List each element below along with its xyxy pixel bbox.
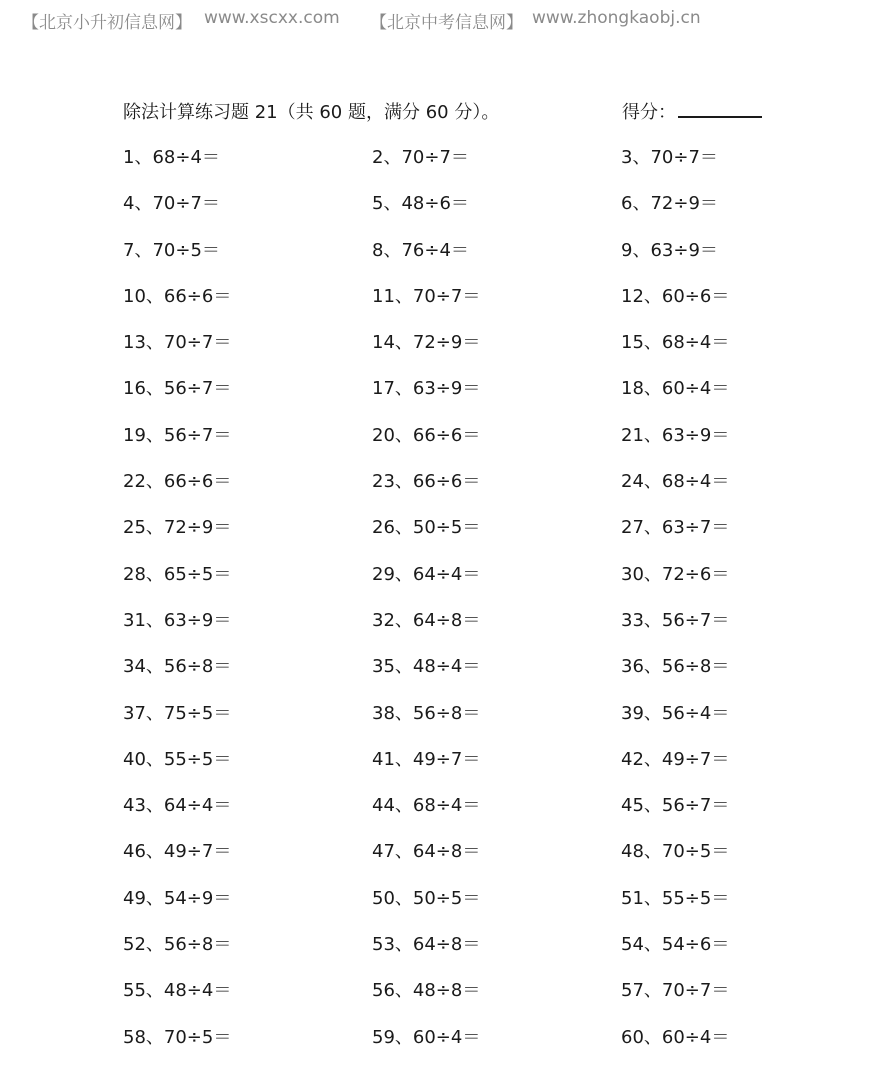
problem-item: 45、56÷7＝ [621, 795, 730, 817]
problem-item: 23、66÷6＝ [372, 471, 481, 493]
problem-item: 56、48÷8＝ [372, 980, 481, 1002]
score-field [622, 98, 762, 124]
problem-item: 59、60÷4＝ [372, 1026, 481, 1048]
problem-item: 30、72÷6＝ [621, 563, 730, 585]
problem-item: 44、68÷4＝ [372, 795, 481, 817]
problem-item: 11、70÷7＝ [372, 285, 481, 307]
header-url-2[interactable]: www.zhongkaobj.cn [532, 8, 701, 28]
problem-item: 18、60÷4＝ [621, 378, 730, 400]
problem-item: 36、56÷8＝ [621, 656, 730, 678]
problem-item: 3、70÷7＝ [621, 147, 718, 168]
score-blank-line [678, 98, 762, 118]
problem-item: 43、64÷4＝ [123, 795, 232, 817]
problem-item: 7、70÷5＝ [123, 239, 220, 261]
problem-item: 13、70÷7＝ [123, 332, 232, 354]
problem-item: 27、63÷7＝ [621, 517, 730, 539]
problem-item: 16、56÷7＝ [123, 378, 232, 400]
problem-item: 49、54÷9＝ [123, 887, 232, 909]
problem-item: 29、64÷4＝ [372, 563, 481, 585]
problem-item: 32、64÷8＝ [372, 609, 481, 631]
problem-item: 51、55÷5＝ [621, 887, 730, 909]
problem-item: 33、56÷7＝ [621, 609, 730, 631]
problem-item: 50、50÷5＝ [372, 887, 481, 909]
problem-item: 2、70÷7＝ [372, 147, 469, 168]
problem-item: 5、48÷6＝ [372, 193, 469, 215]
problem-item: 48、70÷5＝ [621, 841, 730, 863]
problem-item: 8、76÷4＝ [372, 239, 469, 261]
problem-item: 40、55÷5＝ [123, 748, 232, 770]
score-label: 得分： [622, 102, 676, 123]
problem-item: 22、66÷6＝ [123, 471, 232, 493]
problem-grid [123, 146, 763, 1072]
problem-item: 41、49÷7＝ [372, 748, 481, 770]
problem-item: 46、49÷7＝ [123, 841, 232, 863]
problem-item: 38、56÷8＝ [372, 702, 481, 724]
problem-item: 31、63÷9＝ [123, 609, 232, 631]
problem-item: 54、54÷6＝ [621, 934, 730, 956]
problem-item: 1、68÷4＝ [123, 147, 220, 168]
problem-item: 39、56÷4＝ [621, 702, 730, 724]
problem-item: 52、56÷8＝ [123, 934, 232, 956]
problem-item: 14、72÷9＝ [372, 332, 481, 354]
problem-item: 9、63÷9＝ [621, 239, 718, 261]
problem-item: 42、49÷7＝ [621, 748, 730, 770]
problem-item: 20、66÷6＝ [372, 424, 481, 446]
header-site-name-2: 【北京中考信息网】 [370, 13, 523, 33]
problem-item: 26、50÷5＝ [372, 517, 481, 539]
problem-item: 34、56÷8＝ [123, 656, 232, 678]
title-row [123, 98, 773, 124]
problem-item: 55、48÷4＝ [123, 980, 232, 1002]
problem-item: 58、70÷5＝ [123, 1026, 232, 1048]
problem-item: 57、70÷7＝ [621, 980, 730, 1002]
problem-item: 6、72÷9＝ [621, 193, 718, 215]
problem-item: 10、66÷6＝ [123, 285, 232, 307]
header-url-1[interactable]: www.xscxx.com [204, 8, 340, 28]
header-site-name-1: 【北京小升初信息网】 [22, 13, 192, 33]
problem-item: 37、75÷5＝ [123, 702, 232, 724]
problem-item: 35、48÷4＝ [372, 656, 481, 678]
problem-item: 24、68÷4＝ [621, 471, 730, 493]
problem-item: 60、60÷4＝ [621, 1026, 730, 1048]
problem-item: 19、56÷7＝ [123, 424, 232, 446]
worksheet-title: 除法计算练习题 21（共 60 题，满分 60 分）。 [123, 102, 500, 123]
problem-item: 21、63÷9＝ [621, 424, 730, 446]
problem-item: 47、64÷8＝ [372, 841, 481, 863]
problem-item: 15、68÷4＝ [621, 332, 730, 354]
problem-item: 25、72÷9＝ [123, 517, 232, 539]
problem-item: 53、64÷8＝ [372, 934, 481, 956]
problem-item: 4、70÷7＝ [123, 193, 220, 215]
problem-item: 12、60÷6＝ [621, 285, 730, 307]
problem-item: 28、65÷5＝ [123, 563, 232, 585]
problem-item: 17、63÷9＝ [372, 378, 481, 400]
